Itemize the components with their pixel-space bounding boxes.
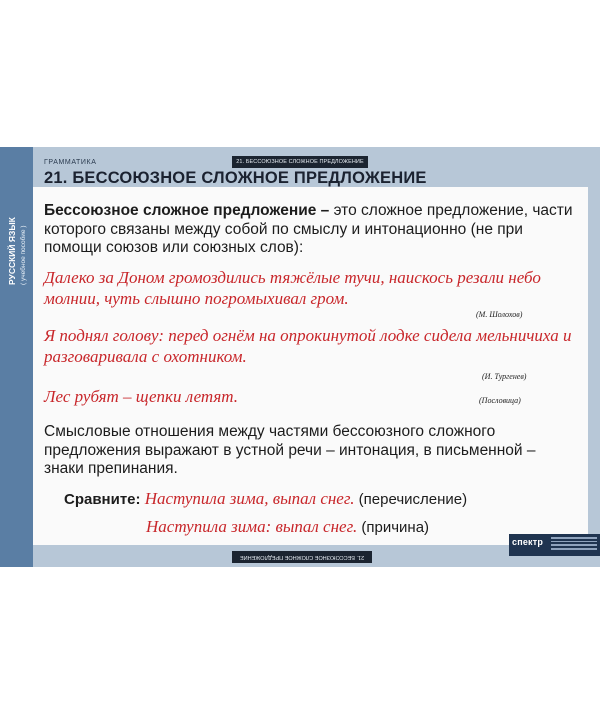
logo-fine-print: [551, 537, 597, 553]
compare-row-1: [64, 489, 467, 509]
side-label: [2, 151, 32, 291]
side-label-subject: РУССКИЙ ЯЗЫК: [7, 217, 17, 285]
compare-meaning-1: (перечисление): [354, 491, 468, 508]
example-2-source: (И. Тургенев): [482, 372, 527, 381]
compare-meaning-2: (причина): [357, 519, 430, 536]
example-3-source: (Пословица): [479, 396, 521, 405]
side-label-subtitle: ( учебное пособие ): [20, 225, 27, 285]
note-text: Смысловые отношения между частями бессоюзного сложного предложения выражают в устной речи – интонация, в письменной – знаки препинания.: [44, 423, 536, 477]
side-strip: [0, 147, 33, 567]
example-2: Я поднял голову: перед огнём на опрокинутой лодке сидела мельничиха и разговаривала с охотником.: [44, 326, 572, 366]
definition: [44, 202, 580, 258]
publisher-logo: [509, 534, 600, 556]
logo-text: спектр: [512, 537, 544, 547]
content-panel: [33, 187, 588, 545]
example-1-source: (М. Шолохов): [476, 310, 523, 319]
top-tab: 21. БЕССОЮЗНОЕ СЛОЖНОЕ ПРЕДЛОЖЕНИЕ: [232, 156, 368, 168]
example-3: Лес рубят – щепки летят.: [44, 387, 239, 406]
compare-row-2: [146, 517, 429, 537]
bottom-tab: [232, 551, 372, 563]
example-1: Далеко за Доном громоздились тяжёлые тучи, наискось резали небо молнии, чуть слышно погромыхивал гром.: [44, 268, 541, 308]
compare-example-1: Наступила зима, выпал снег.: [144, 489, 355, 508]
bottom-tab-text: 21. БЕССОЮЗНОЕ СЛОЖНОЕ ПРЕДЛОЖЕНИЕ: [239, 554, 365, 560]
bottom-bar: [33, 545, 588, 567]
definition-text: это сложное предложение, части которого связаны между собой по смыслу и интонационно (не при помощи союзов или союзных слов):: [44, 202, 573, 256]
poster: [0, 147, 600, 567]
definition-term: Бессоюзное сложное предложение –: [44, 202, 330, 219]
page-title: 21. БЕССОЮЗНОЕ СЛОЖНОЕ ПРЕДЛОЖЕНИЕ: [44, 169, 427, 187]
section-label: ГРАММАТИКА: [44, 159, 97, 166]
compare-example-2: Наступила зима: выпал снег.: [146, 517, 358, 536]
compare-label: Сравните:: [64, 491, 141, 508]
